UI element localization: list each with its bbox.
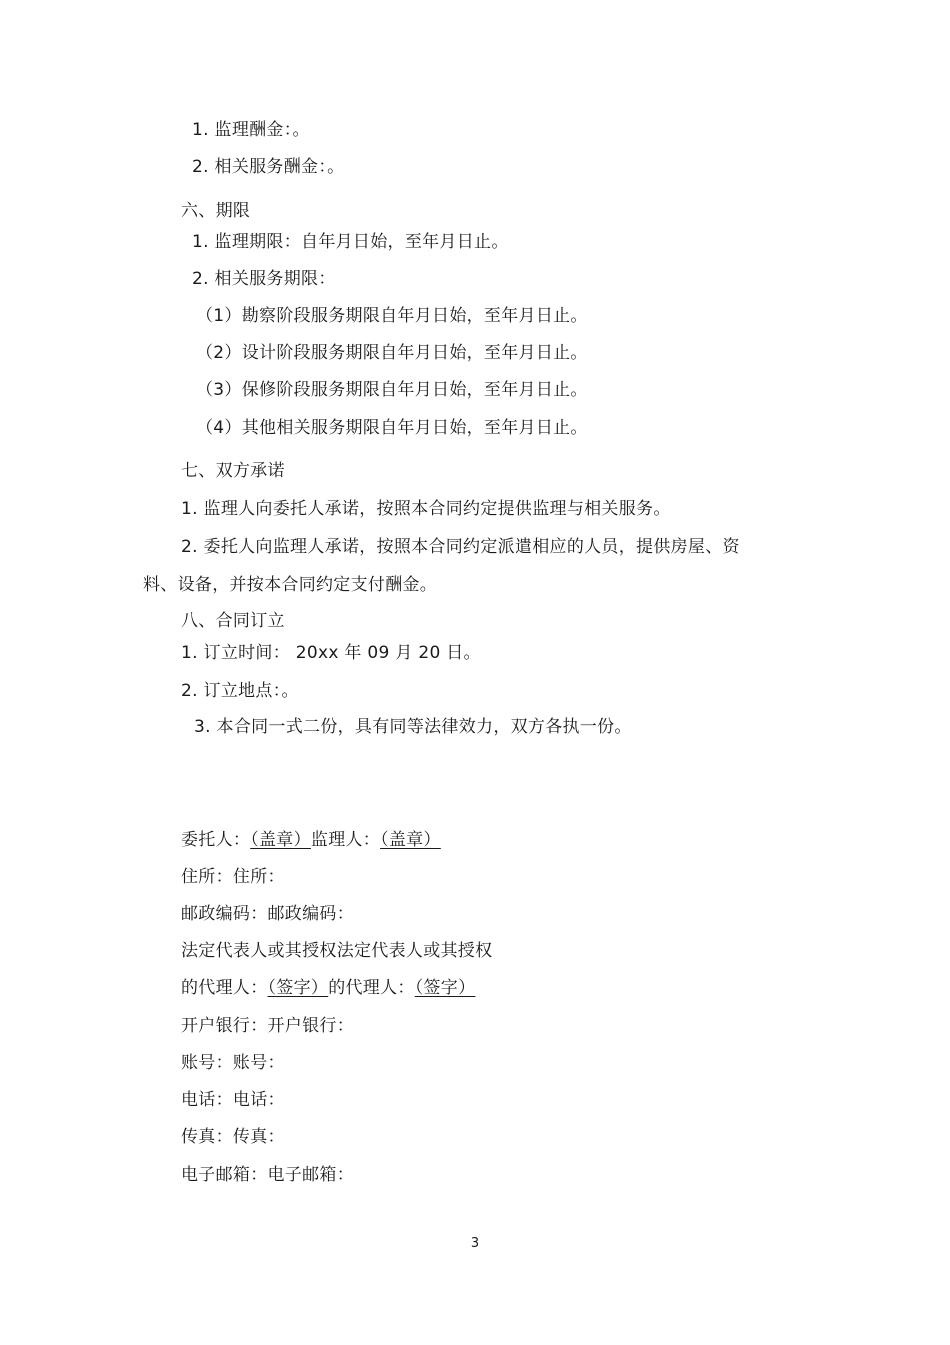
term-sub-3: （3）保修阶段服务期限自年月日始，至年月日止。 bbox=[196, 380, 588, 400]
commitment-item-2-line-1: 2. 委托人向监理人承诺，按照本合同约定派遣相应的人员，提供房屋、资 bbox=[181, 537, 740, 557]
term-sub-4: （4）其他相关服务期限自年月日始，至年月日止。 bbox=[196, 418, 588, 438]
signature-party-line bbox=[181, 829, 441, 851]
client-agent-label: 的代理人： bbox=[181, 978, 268, 998]
section-heading-signing: 八、合同订立 bbox=[181, 611, 285, 631]
client-label: 委托人： bbox=[181, 830, 251, 850]
term-item-1: 1. 监理期限：自年月日始，至年月日止。 bbox=[192, 232, 509, 252]
signature-email: 电子邮箱：电子邮箱： bbox=[181, 1165, 354, 1185]
signature-rep-line-1: 法定代表人或其授权法定代表人或其授权 bbox=[181, 941, 493, 961]
signature-bank: 开户银行：开户银行： bbox=[181, 1016, 354, 1036]
signature-phone: 电话：电话： bbox=[181, 1090, 285, 1110]
fee-item-1: 1. 监理酬金：。 bbox=[192, 120, 310, 140]
signature-fax: 传真：传真： bbox=[181, 1127, 285, 1147]
client-sign-field: （签字） bbox=[267, 978, 329, 998]
client-seal-field: （盖章） bbox=[250, 830, 311, 850]
term-item-2: 2. 相关服务期限： bbox=[192, 269, 336, 289]
supervisor-agent-label: 的代理人： bbox=[328, 978, 415, 998]
section-heading-term: 六、期限 bbox=[181, 201, 251, 221]
signing-item-3: 3. 本合同一式二份，具有同等法律效力，双方各执一份。 bbox=[194, 717, 632, 737]
signature-address: 住所：住所： bbox=[181, 867, 285, 887]
page-number: 3 bbox=[470, 1236, 480, 1251]
supervisor-sign-field: （签字） bbox=[414, 978, 476, 998]
signature-rep-line-2 bbox=[181, 977, 475, 999]
signature-postcode: 邮政编码：邮政编码： bbox=[181, 904, 354, 924]
signature-account: 账号：账号： bbox=[181, 1053, 285, 1073]
supervisor-label: 监理人： bbox=[310, 830, 381, 850]
supervisor-seal-field: （盖章） bbox=[380, 830, 441, 850]
commitment-item-2-line-2: 料、设备，并按本合同约定支付酬金。 bbox=[143, 575, 438, 595]
term-sub-2: （2）设计阶段服务期限自年月日始，至年月日止。 bbox=[196, 343, 588, 363]
commitment-item-1: 1. 监理人向委托人承诺，按照本合同约定提供监理与相关服务。 bbox=[181, 499, 671, 519]
term-sub-1: （1）勘察阶段服务期限自年月日始，至年月日止。 bbox=[196, 306, 588, 326]
section-heading-commitments: 七、双方承诺 bbox=[181, 461, 285, 481]
fee-item-2: 2. 相关服务酬金：。 bbox=[192, 157, 345, 177]
signing-item-2: 2. 订立地点：。 bbox=[181, 681, 299, 701]
signing-item-1: 1. 订立时间： 20xx 年 09 月 20 日。 bbox=[181, 643, 481, 663]
